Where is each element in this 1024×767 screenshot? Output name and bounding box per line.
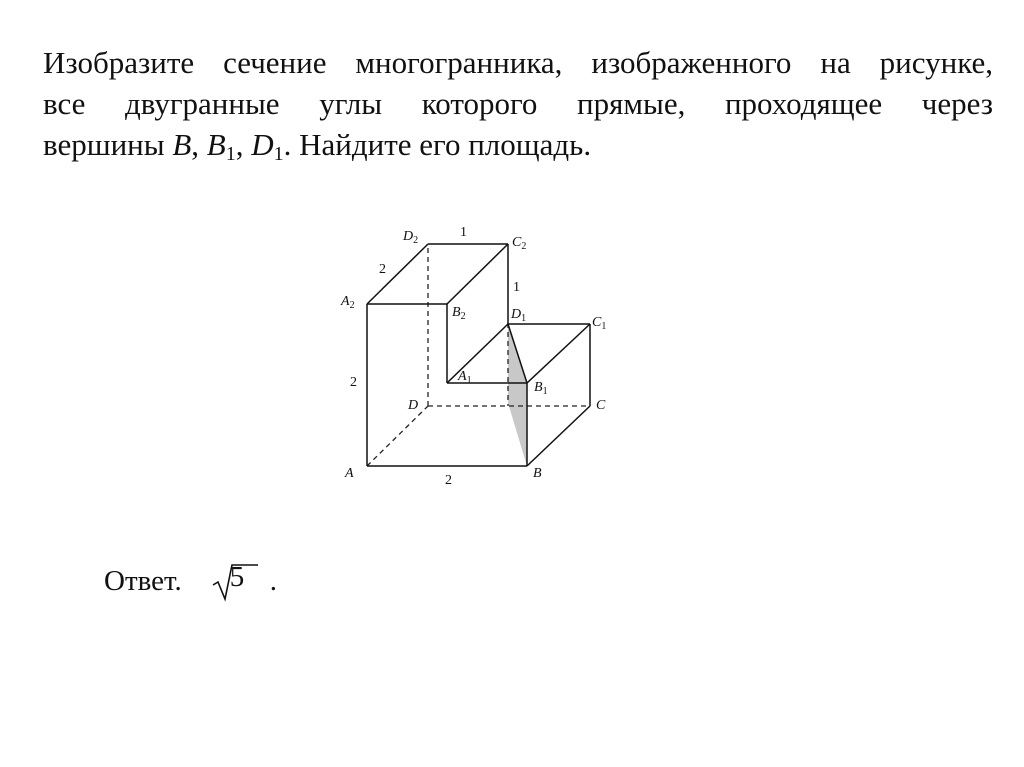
problem-line-1: Изобразите сечение многогранника, изображенного на рисунке, [43, 45, 993, 80]
label-b2 [452, 305, 466, 322]
problem-line-2: все двугранные углы которого прямые, проходящее через [43, 86, 993, 121]
edge-a1-d1 [447, 324, 508, 383]
dim-left-edge: 2 [350, 375, 357, 390]
label-a2-sub: 2 [349, 300, 355, 311]
label-b: B [533, 466, 542, 481]
edge-a-d [367, 406, 428, 466]
label-d1 [510, 307, 526, 324]
dim-c2-edge: 1 [513, 280, 520, 295]
label-d1-letter: D [511, 307, 522, 322]
edge-a2-d2 [367, 244, 428, 304]
vertex-b1: B [206, 127, 226, 162]
label-a1 [457, 369, 472, 386]
label-a: A [345, 466, 354, 481]
label-a1-letter: A [458, 369, 467, 384]
label-c2-sub: 2 [521, 241, 527, 252]
vertex-d1-sub: 1 [273, 143, 284, 165]
label-d: D [408, 398, 419, 413]
answer-label: Ответ. [104, 564, 182, 597]
sqrt-radicand: 5 [229, 561, 245, 593]
problem-line-3-suffix: . Найдите его площадь. [283, 127, 592, 162]
vertex-b: B [172, 127, 192, 162]
label-b1-sub: 1 [542, 386, 548, 397]
label-c1-letter: C [592, 315, 602, 330]
label-b1-letter: B [534, 380, 543, 395]
label-a2 [340, 294, 355, 311]
vertex-b1-sub: 1 [225, 143, 236, 165]
label-d2-letter: D [403, 229, 414, 244]
label-c2 [512, 235, 526, 252]
dim-top-edge: 1 [460, 225, 467, 240]
answer [104, 561, 277, 601]
label-b2-sub: 2 [460, 311, 466, 322]
label-d1-sub: 1 [521, 313, 527, 324]
dim-bottom-edge: 2 [445, 473, 452, 488]
label-c: C [596, 398, 606, 413]
label-c2-letter: C [512, 235, 522, 250]
vertex-d1: D [251, 127, 274, 162]
label-a2-letter: A [341, 294, 350, 309]
label-c1-sub: 1 [601, 321, 607, 332]
label-c1 [592, 315, 606, 332]
problem-line-3-prefix: вершины [43, 127, 165, 162]
problem-line-3: вершины B, $B_1$, $D_1$. Найдите его площадь. [43, 127, 592, 165]
label-a1-sub: 1 [466, 375, 472, 386]
answer-end: . [269, 564, 278, 597]
edge-b-c [527, 406, 590, 466]
edge-b1-c1 [527, 324, 590, 383]
edge-b2-c2 [447, 244, 508, 304]
sqrt-expression [212, 561, 256, 601]
section-polygon [508, 323, 527, 466]
label-d2 [402, 229, 418, 246]
label-b2-letter: B [452, 305, 461, 320]
label-d2-sub: 2 [413, 235, 419, 246]
dim-d2-edge: 2 [379, 262, 386, 277]
label-b1 [534, 380, 548, 397]
